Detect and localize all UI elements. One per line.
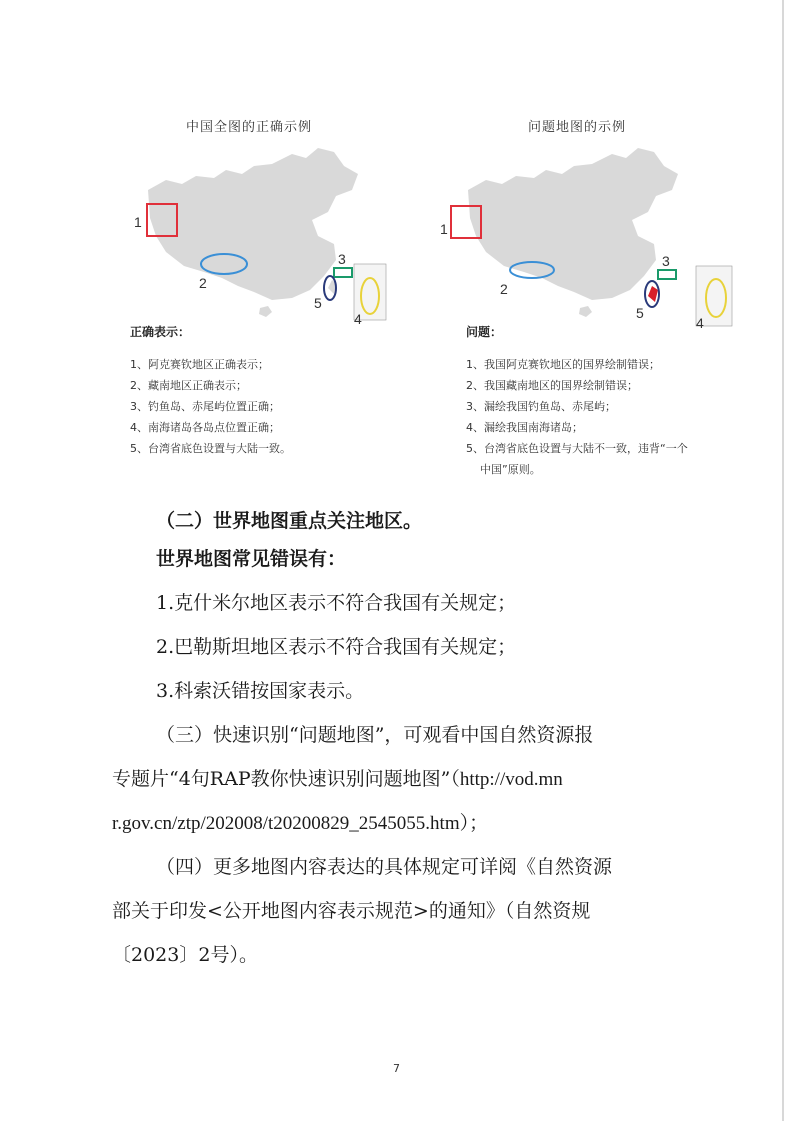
problem-legend-item: 2、我国藏南地区的国界绘制错误； (466, 379, 638, 392)
video-link-part2[interactable]: r.gov.cn/ztp/202008/t20200829_2545055.htm (112, 813, 460, 834)
taiwan-island-wrong-color (648, 286, 658, 302)
video-link-part1[interactable]: http://vod.mn (459, 769, 563, 790)
problem-legend-item: 4、漏绘我国南海诸岛； (466, 421, 583, 434)
world-map-error-item: 1.克什米尔地区表示不符合我国有关规定； (156, 592, 517, 614)
callout-label-5: 5 (314, 295, 322, 311)
callout-label-2: 2 (500, 281, 508, 297)
hainan-island (259, 306, 272, 317)
problem-inset-svg (690, 264, 734, 330)
problem-legend-item: 3、漏绘我国钓鱼岛、赤尾屿； (466, 400, 616, 413)
correct-legend-item: 3、钓鱼岛、赤尾屿位置正确； (130, 400, 280, 413)
correct-legend (130, 323, 291, 459)
problem-map-title: 问题地图的示例 (528, 120, 627, 135)
hainan-island (579, 306, 592, 317)
callout-label-1: 1 (134, 214, 142, 230)
china-mainland-shape (468, 148, 678, 300)
section3-line1: （三）快速识别“问题地图”，可观看中国自然资源报 (156, 724, 594, 746)
callout-label-5: 5 (636, 305, 644, 321)
section2-heading: （二）世界地图重点关注地区。 (156, 510, 423, 532)
problem-map-svg (440, 140, 710, 330)
page-number: 7 (393, 1062, 400, 1075)
section3-line2-prefix: 专题片“4句RAP教你快速识别问题地图”（ (112, 768, 460, 790)
section3-line3-suffix: ）； (459, 812, 489, 834)
section3-line2 (112, 768, 563, 791)
problem-legend-item: 1、我国阿克赛钦地区的国界绘制错误； (466, 358, 660, 371)
problem-legend (466, 323, 688, 480)
section3-line3 (112, 812, 488, 835)
callout-label-4: 4 (354, 311, 362, 327)
correct-map-title: 中国全图的正确示例 (186, 120, 313, 135)
problem-legend-item: 5、台湾省底色设置与大陆不一致，违背“一个 (466, 442, 688, 455)
callout-label-4: 4 (696, 315, 704, 330)
callout-label-3: 3 (662, 253, 670, 269)
correct-legend-item: 4、南海诸岛各岛点位置正确； (130, 421, 280, 434)
correct-map-svg (122, 140, 392, 330)
callout-box-3 (334, 268, 352, 277)
problem-inset-wrap (690, 264, 734, 330)
problem-china-map (440, 140, 710, 330)
correct-legend-item: 2、藏南地区正确表示； (130, 379, 247, 392)
section4-line2: 部关于印发<公开地图内容表示规范>的通知》（自然资规 (112, 900, 591, 922)
correct-legend-item: 1、阿克赛钦地区正确表示； (130, 358, 269, 371)
section4-line1: （四）更多地图内容表达的具体规定可详阅《自然资源 (156, 856, 613, 878)
correct-legend-heading: 正确表示： (130, 325, 191, 339)
world-map-error-item: 3.科索沃错按国家表示。 (156, 680, 365, 702)
problem-legend-item-continuation: 中国”原则。 (480, 463, 541, 476)
world-map-error-item: 2.巴勒斯坦地区表示不符合我国有关规定； (156, 636, 517, 658)
callout-label-2: 2 (199, 275, 207, 291)
section4-line3: 〔2023〕2号）。 (112, 944, 258, 966)
correct-china-map (122, 140, 392, 330)
callout-label-3: 3 (338, 251, 346, 267)
callout-label-1: 1 (440, 221, 448, 237)
scan-edge-line (782, 0, 784, 1121)
callout-box-3 (658, 270, 676, 279)
correct-legend-item: 5、台湾省底色设置与大陆一致。 (130, 442, 291, 455)
section2-subheading: 世界地图常见错误有： (156, 548, 347, 570)
problem-legend-heading: 问题： (466, 325, 503, 339)
